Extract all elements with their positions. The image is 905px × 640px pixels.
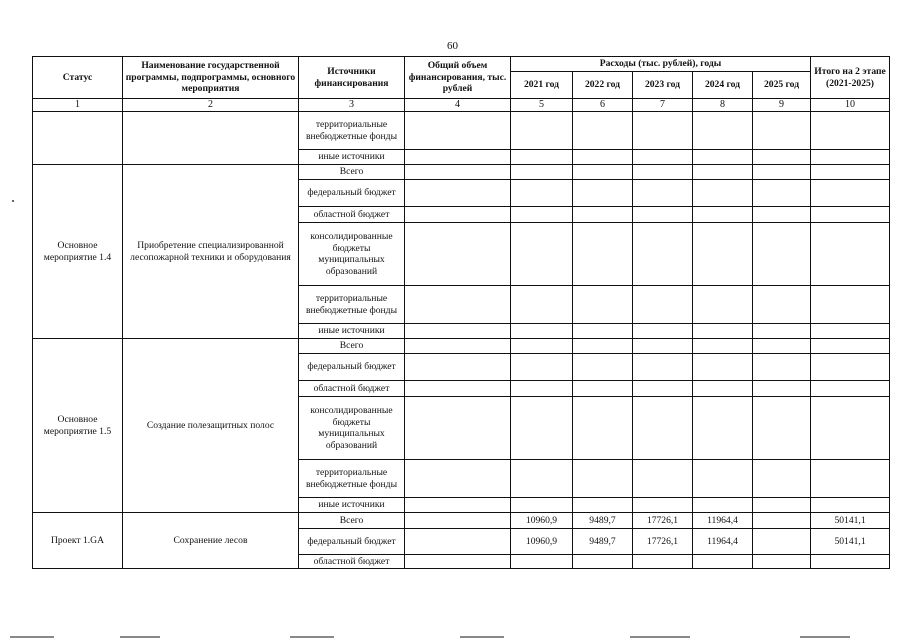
column-number: 9	[753, 99, 811, 112]
total-volume-cell	[405, 513, 511, 529]
column-number: 4	[405, 99, 511, 112]
value-2025	[753, 529, 811, 555]
column-number: 7	[633, 99, 693, 112]
value-2024: 11964,4	[693, 513, 753, 529]
source-cell: Всего	[299, 513, 405, 529]
financing-table	[32, 56, 890, 569]
source-cell: территориальные внебюджетные фонды	[299, 112, 405, 150]
program-name-cell: Приобретение специализированной лесопожарной техники и оборудования	[123, 165, 299, 339]
value-2023: 17726,1	[633, 513, 693, 529]
status-cell: Основное мероприятие 1.4	[33, 165, 123, 339]
source-cell: федеральный бюджет	[299, 354, 405, 381]
source-cell: консолидированные бюджеты муниципальных образований	[299, 223, 405, 286]
scan-edge-mark	[460, 636, 504, 638]
column-number: 6	[573, 99, 633, 112]
value-2022: 9489,7	[573, 513, 633, 529]
column-number: 1	[33, 99, 123, 112]
header-year-2022: 2022 год	[573, 72, 633, 99]
source-cell: консолидированные бюджеты муниципальных образований	[299, 397, 405, 460]
program-name-cell: Сохранение лесов	[123, 513, 299, 569]
scan-edge-mark	[630, 636, 690, 638]
header-program-name: Наименование государственной программы, подпрограммы, основного мероприятия	[123, 57, 299, 99]
value-2022: 9489,7	[573, 529, 633, 555]
header-expenses: Расходы (тыс. рублей), годы	[511, 57, 811, 72]
header-stage-total: Итого на 2 этапе (2021-2025)	[811, 57, 890, 99]
scan-edge-mark	[800, 636, 850, 638]
value-2024: 11964,4	[693, 529, 753, 555]
value-2021: 10960,9	[511, 513, 573, 529]
program-name-cell	[123, 112, 299, 165]
column-number: 5	[511, 99, 573, 112]
scan-edge-mark	[290, 636, 334, 638]
column-number-row	[33, 99, 890, 112]
scan-edge-mark	[10, 636, 54, 638]
status-cell	[33, 112, 123, 165]
column-number: 2	[123, 99, 299, 112]
source-cell: иные источники	[299, 324, 405, 339]
value-2021: 10960,9	[511, 529, 573, 555]
header-year-2021: 2021 год	[511, 72, 573, 99]
header-year-2023: 2023 год	[633, 72, 693, 99]
source-cell: областной бюджет	[299, 555, 405, 569]
table-row	[33, 112, 890, 150]
page-number: 60	[447, 40, 458, 52]
status-cell: Проект 1.GA	[33, 513, 123, 569]
column-number: 8	[693, 99, 753, 112]
scan-edge-mark	[120, 636, 160, 638]
status-cell: Основное мероприятие 1.5	[33, 339, 123, 513]
source-cell: Всего	[299, 165, 405, 180]
source-cell: территориальные внебюджетные фонды	[299, 460, 405, 498]
source-cell: областной бюджет	[299, 381, 405, 397]
total-volume-cell	[405, 529, 511, 555]
value-total: 50141,1	[811, 513, 890, 529]
column-number: 3	[299, 99, 405, 112]
scan-artifact	[12, 200, 14, 202]
header-funding-sources: Источники финансирования	[299, 57, 405, 99]
value-2023: 17726,1	[633, 529, 693, 555]
source-cell: федеральный бюджет	[299, 180, 405, 207]
source-cell: иные источники	[299, 498, 405, 513]
source-cell: иные источники	[299, 150, 405, 165]
table-row	[33, 339, 890, 354]
source-cell: областной бюджет	[299, 207, 405, 223]
value-2025	[753, 513, 811, 529]
source-cell: территориальные внебюджетные фонды	[299, 286, 405, 324]
header-year-2024: 2024 год	[693, 72, 753, 99]
program-name-cell: Создание полезащитных полос	[123, 339, 299, 513]
header-status: Статус	[33, 57, 123, 99]
header-year-2025: 2025 год	[753, 72, 811, 99]
table-row	[33, 165, 890, 180]
table-row	[33, 513, 890, 529]
source-cell: федеральный бюджет	[299, 529, 405, 555]
column-number: 10	[811, 99, 890, 112]
value-total: 50141,1	[811, 529, 890, 555]
header-total-volume: Общий объем финансирования, тыс. рублей	[405, 57, 511, 99]
source-cell: Всего	[299, 339, 405, 354]
